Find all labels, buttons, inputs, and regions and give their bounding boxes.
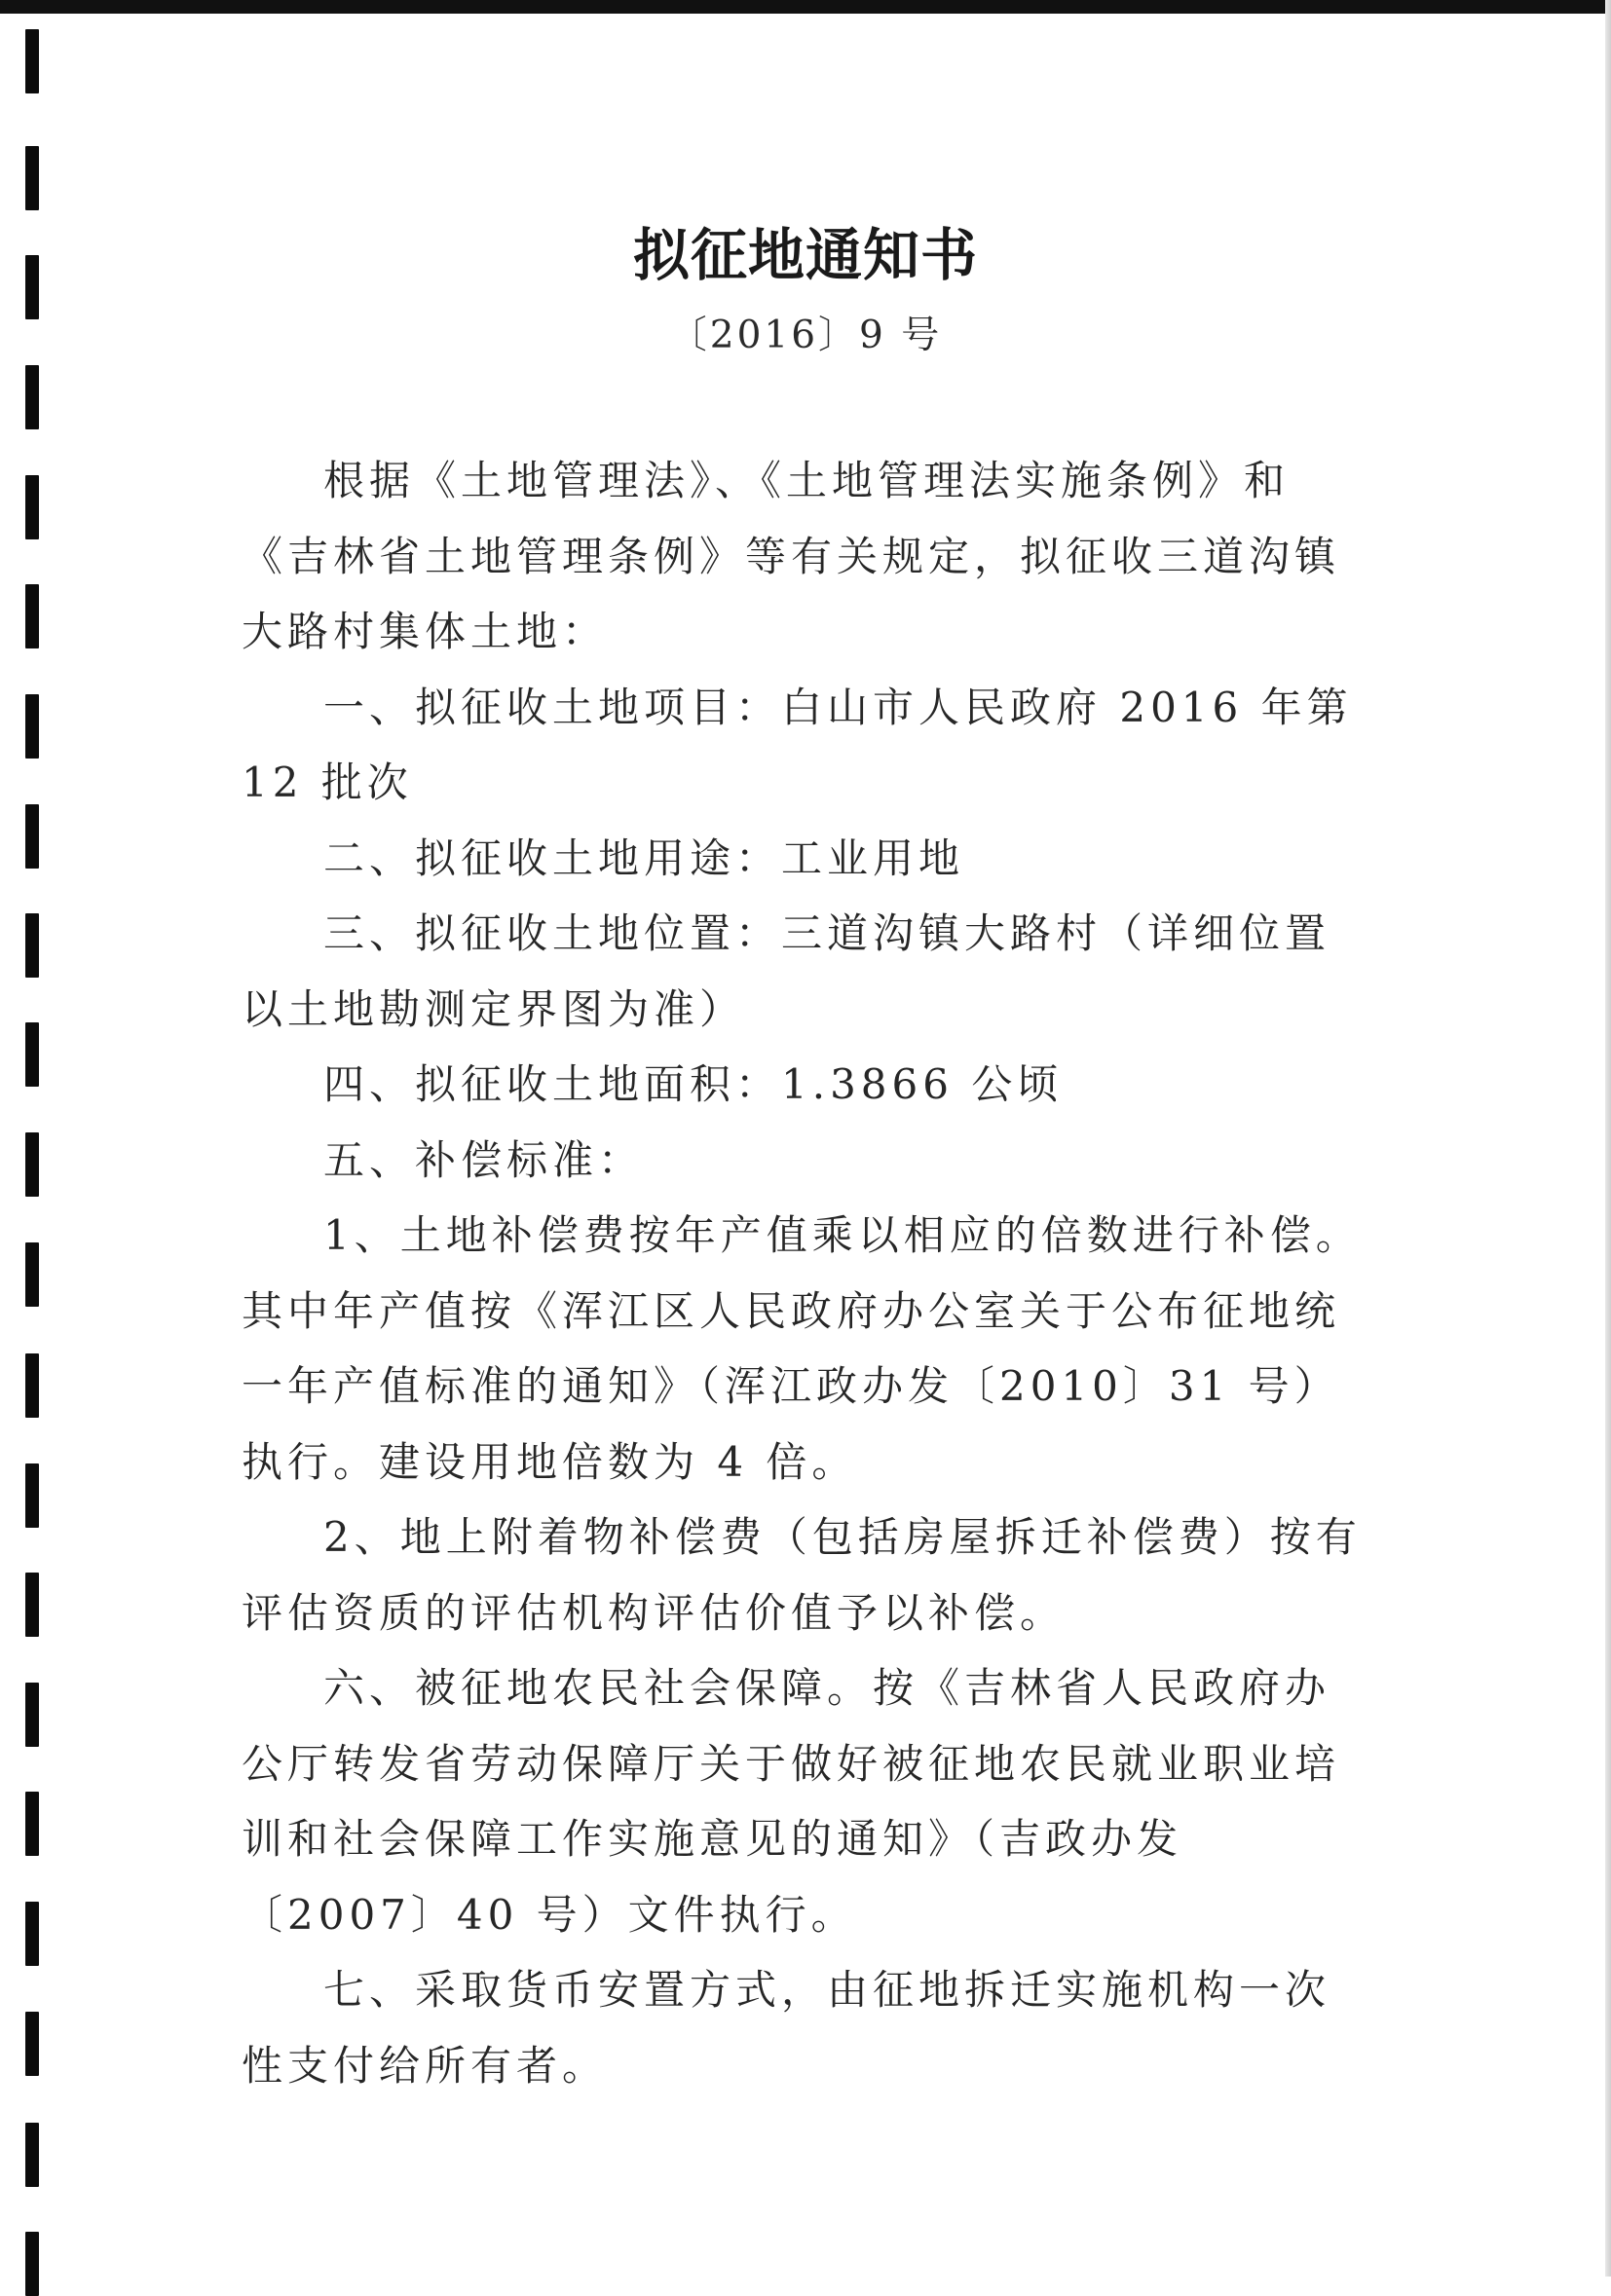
paragraph-land-use: 二、拟征收土地用途：工业用地: [323, 833, 965, 882]
paragraph-project: 一、拟征收土地项目：白山市人民政府 2016 年第 12 批次: [242, 683, 1353, 806]
binding-hole: [25, 1353, 39, 1418]
paragraph-land-compensation: 1、土地补偿费按年产值乘以相应的倍数进行补偿。其中年产值按《浑江区人民政府办公室关于公布征地统一年产值标准的通知》（浑江政办发〔2010〕31 号）执行。建设用地倍数为 4 倍。: [242, 1211, 1362, 1486]
binding-hole: [25, 913, 39, 978]
binding-hole: [25, 1792, 39, 1856]
document-body: [242, 443, 1371, 2103]
document-number: 〔2016〕9 号: [668, 314, 943, 357]
paragraph-area: 四、拟征收土地面积：1.3866 公顷: [323, 1060, 1064, 1108]
binding-hole: [25, 2123, 39, 2187]
page-title: 拟征地通知书: [632, 222, 978, 288]
binding-hole: [25, 365, 39, 429]
binding-hole: [25, 1683, 39, 1747]
binding-hole: [25, 146, 39, 210]
binding-hole: [25, 694, 39, 759]
binding-hole: [25, 1022, 39, 1087]
scan-top-edge: [0, 0, 1611, 14]
binding-hole: [25, 2012, 39, 2076]
binding-hole: [25, 29, 39, 93]
paragraph-location: 三、拟征收土地位置：三道沟镇大路村（详细位置以土地勘测定界图为准）: [242, 909, 1331, 1033]
binding-hole: [25, 1902, 39, 1966]
binding-hole: [25, 584, 39, 648]
binding-hole: [25, 1573, 39, 1637]
binding-hole: [25, 804, 39, 869]
paragraph-intro: 根据《土地管理法》、《土地管理法实施条例》和《吉林省土地管理条例》等有关规定，拟征收三道沟镇大路村集体土地：: [242, 457, 1341, 655]
paragraph-social-security: 六、被征地农民社会保障。按《吉林省人民政府办公厅转发省劳动保障厅关于做好被征地农民就业职业培训和社会保障工作实施意见的通知》（吉政办发〔2007〕40 号）文件执行。: [242, 1664, 1341, 1939]
binding-hole: [25, 2232, 39, 2296]
paragraph-compensation-heading: 五、补偿标准：: [323, 1135, 645, 1184]
binding-hole: [25, 1132, 39, 1197]
paragraph-resettlement: 七、采取货币安置方式，由征地拆迁实施机构一次性支付给所有者。: [242, 1966, 1331, 2090]
paragraph-attachment-compensation: 2、地上附着物补偿费（包括房屋拆迁补偿费）按有评估资质的评估机构评估价值予以补偿。: [242, 1513, 1362, 1637]
binding-hole: [25, 1242, 39, 1307]
binding-hole: [25, 1463, 39, 1528]
binding-hole: [25, 475, 39, 539]
